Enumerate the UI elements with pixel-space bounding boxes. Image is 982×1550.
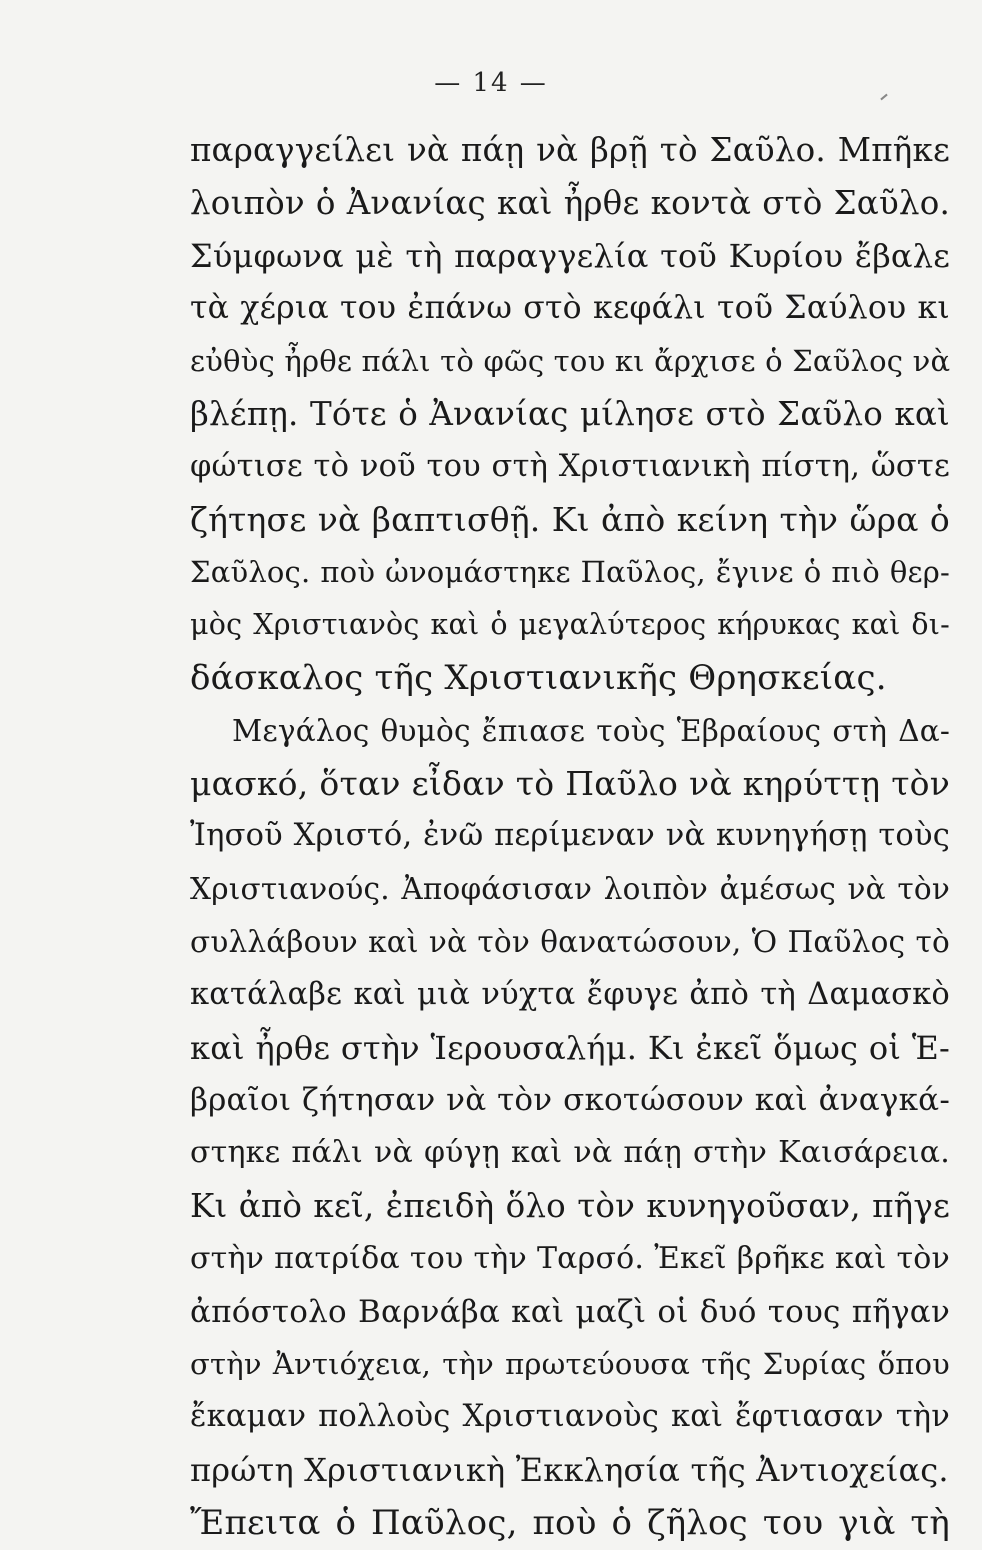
text-line: Ἰησοῦ Χριστό, ἐνῶ περίμεναν νὰ κυνηγήσῃ τοὺς bbox=[190, 818, 950, 854]
body-text bbox=[190, 124, 950, 1550]
text-line: ζήτησε νὰ βαπτισθῇ. Κι ἀπὸ κείνη τὴν ὥρα ὁ bbox=[190, 499, 950, 539]
text-line: στὴν Ἀντιόχεια, τὴν πρωτεύουσα τῆς Συρίας ὅπου bbox=[190, 1347, 950, 1382]
text-line: τὰ χέρια του ἐπάνω στὸ κεφάλι τοῦ Σαύλου κι bbox=[190, 290, 950, 327]
text-line: Κι ἀπὸ κεῖ, ἐπειδὴ ὅλο τὸν κυνηγοῦσαν, πῆγε bbox=[190, 1186, 950, 1225]
text-line: ἔκαμαν πολλοὺς Χριστιανοὺς καὶ ἔφτιασαν τὴν bbox=[190, 1399, 950, 1435]
text-line: φώτισε τὸ νοῦ του στὴ Χριστιανικὴ πίστη, ὥστε bbox=[190, 448, 950, 484]
text-line: κατάλαβε καὶ μιὰ νύχτα ἔφυγε ἀπὸ τὴ Δαμασκὸ bbox=[190, 976, 950, 1012]
text-line: βραῖοι ζήτησαν νὰ τὸν σκοτώσουν καὶ ἀναγκά- bbox=[190, 1082, 950, 1119]
text-line: πρώτη Χριστιανικὴ Ἐκκλησία τῆς Ἀντιοχείας. bbox=[190, 1450, 949, 1489]
text-line: στὴν πατρίδα του τὴν Ταρσό. Ἐκεῖ βρῆκε καὶ τὸν bbox=[190, 1240, 950, 1276]
text-line: παραγγείλει νὰ πάῃ νὰ βρῇ τὸ Σαῦλο. Μπῆκε bbox=[190, 131, 950, 169]
text-line: δάσκαλος τῆς Χριστιανικῆς Θρησκείας. bbox=[190, 657, 887, 698]
page-number: — 14 — bbox=[434, 68, 548, 98]
text-line: Χριστιανούς. Ἀποφάσισαν λοιπὸν ἀμέσως νὰ τὸν bbox=[190, 872, 950, 907]
text-line: μασκό, ὅταν εἶδαν τὸ Παῦλο νὰ κηρύττῃ τὸν bbox=[190, 763, 950, 803]
text-line: εὐθὺς ἦρθε πάλι τὸ φῶς του κι ἄρχισε ὁ Σαῦλος νὰ bbox=[190, 344, 951, 379]
paragraph-start-line: Ἔπειτα ὁ Παῦλος, ποὺ ὁ ζῆλος του γιὰ τὴ bbox=[190, 1502, 950, 1543]
text-line: Σαῦλος. ποὺ ὠνομάστηκε Παῦλος, ἔγινε ὁ πιὸ θερ- bbox=[190, 555, 950, 590]
text-line: ἀπόστολο Βαρνάβα καὶ μαζὶ οἱ δυό τους πῆγαν bbox=[190, 1293, 950, 1330]
text-line: καὶ ἦρθε στὴν Ἱερουσαλήμ. Κι ἐκεῖ ὅμως οἱ Ἑ- bbox=[190, 1028, 950, 1067]
text-line: στηκε πάλι νὰ φύγῃ καὶ νὰ πάῃ στὴν Καισάρεια. bbox=[190, 1135, 950, 1171]
text-line: συλλάβουν καὶ νὰ τὸν θανατώσουν, Ὁ Παῦλος τὸ bbox=[190, 924, 950, 959]
text-line: Σύμφωνα μὲ τὴ παραγγελία τοῦ Κυρίου ἔβαλε bbox=[190, 236, 950, 275]
text-line: λοιπὸν ὁ Ἀνανίας καὶ ἦρθε κοντὰ στὸ Σαῦλο. bbox=[190, 183, 950, 222]
text-line: βλέπῃ. Τότε ὁ Ἀνανίας μίλησε στὸ Σαῦλο καὶ bbox=[190, 394, 950, 433]
text-line: μὸς Χριστιανὸς καὶ ὁ μεγαλύτερος κήρυκας καὶ δι- bbox=[190, 608, 950, 642]
paragraph-start-line: Μεγάλος θυμὸς ἔπιασε τοὺς Ἑβραίους στὴ Δα- bbox=[232, 713, 950, 748]
